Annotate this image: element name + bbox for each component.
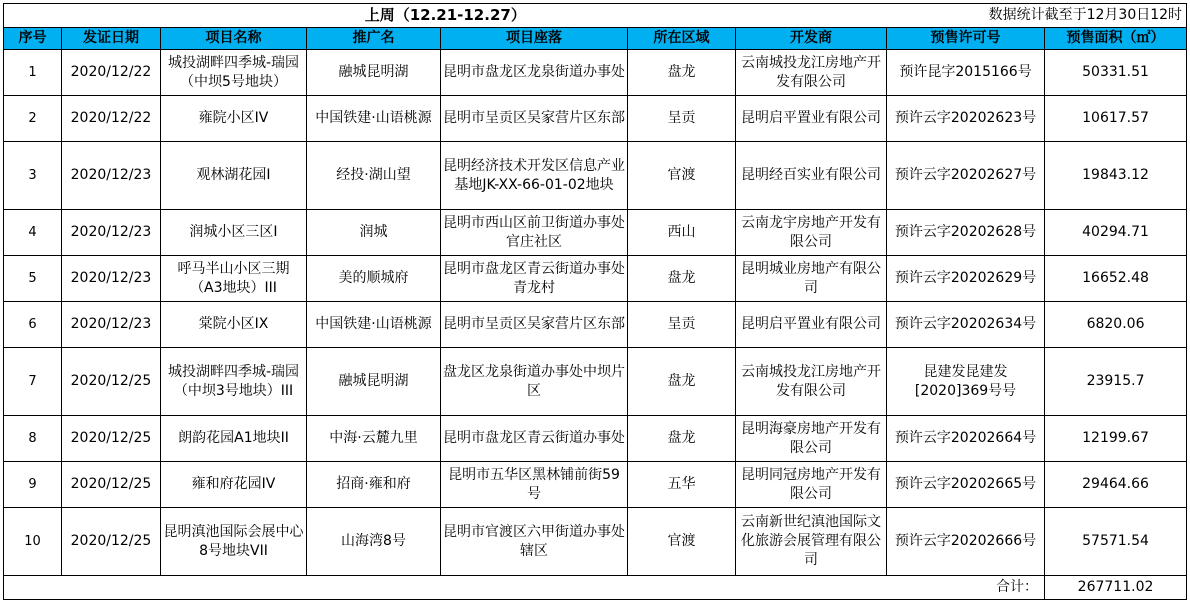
row-index: 6	[4, 302, 62, 348]
row-index: 8	[4, 416, 62, 462]
row-developer: 云南新世纪滇池国际文化旅游会展管理有限公司	[736, 508, 887, 576]
row-location: 昆明市盘龙区龙泉街道办事处	[441, 50, 628, 96]
row-district: 盘龙	[628, 50, 736, 96]
row-promo-name: 润城	[307, 210, 441, 256]
row-location: 昆明市盘龙区青云街道办事处青龙村	[441, 256, 628, 302]
row-location: 昆明市呈贡区吴家营片区东部	[441, 302, 628, 348]
row-date: 2020/12/22	[62, 50, 161, 96]
row-project-name: 润城小区三区I	[161, 210, 307, 256]
total-value: 267711.02	[1045, 576, 1187, 600]
row-developer: 昆明同冠房地产开发有限公司	[736, 462, 887, 508]
row-area: 29464.66	[1045, 462, 1187, 508]
row-area: 19843.12	[1045, 142, 1187, 210]
table-row	[4, 416, 1187, 462]
row-promo-name: 经投·湖山望	[307, 142, 441, 210]
row-date: 2020/12/25	[62, 508, 161, 576]
row-date: 2020/12/25	[62, 416, 161, 462]
row-permit: 预许云字20202665号	[887, 462, 1045, 508]
row-location: 盘龙区龙泉街道办事处中坝片区	[441, 348, 628, 416]
row-project-name: 雍和府花园IV	[161, 462, 307, 508]
row-date: 2020/12/23	[62, 256, 161, 302]
row-project-name: 棠院小区IX	[161, 302, 307, 348]
row-project-name: 朗韵花园A1地块II	[161, 416, 307, 462]
row-permit: 预许云字20202628号	[887, 210, 1045, 256]
row-permit: 预许云字20202634号	[887, 302, 1045, 348]
row-date: 2020/12/25	[62, 348, 161, 416]
row-location: 昆明市呈贡区吴家营片区东部	[441, 96, 628, 142]
row-index: 2	[4, 96, 62, 142]
header-row	[4, 28, 1187, 50]
row-permit: 预许云字20202627号	[887, 142, 1045, 210]
row-district: 呈贡	[628, 96, 736, 142]
row-area: 10617.57	[1045, 96, 1187, 142]
row-permit: 预许云字20202666号	[887, 508, 1045, 576]
total-row	[4, 576, 1187, 600]
row-area: 12199.67	[1045, 416, 1187, 462]
row-promo-name: 融城昆明湖	[307, 348, 441, 416]
table-body	[4, 50, 1187, 576]
row-developer: 昆明启平置业有限公司	[736, 96, 887, 142]
row-permit: 预许云字20202623号	[887, 96, 1045, 142]
row-location: 昆明市五华区黑林铺前街59号	[441, 462, 628, 508]
col-header-developer: 开发商	[736, 28, 887, 50]
row-developer: 昆明城业房地产有限公司	[736, 256, 887, 302]
row-promo-name: 中国铁建·山语桃源	[307, 302, 441, 348]
presale-table	[3, 3, 1187, 600]
row-project-name: 雍院小区IV	[161, 96, 307, 142]
col-header-index: 序号	[4, 28, 62, 50]
row-district: 盘龙	[628, 256, 736, 302]
row-district: 官渡	[628, 142, 736, 210]
table-row	[4, 256, 1187, 302]
row-date: 2020/12/22	[62, 96, 161, 142]
row-district: 盘龙	[628, 348, 736, 416]
row-date: 2020/12/25	[62, 462, 161, 508]
row-index: 4	[4, 210, 62, 256]
row-area: 16652.48	[1045, 256, 1187, 302]
row-project-name: 城投湖畔四季城-瑞园（中坝3号地块）III	[161, 348, 307, 416]
row-index: 5	[4, 256, 62, 302]
total-spacer	[4, 576, 887, 600]
table-row	[4, 96, 1187, 142]
row-promo-name: 融城昆明湖	[307, 50, 441, 96]
row-permit: 预许云字20202664号	[887, 416, 1045, 462]
col-header-project-name: 项目名称	[161, 28, 307, 50]
row-location: 昆明市西山区前卫街道办事处官庄社区	[441, 210, 628, 256]
row-area: 57571.54	[1045, 508, 1187, 576]
table-row	[4, 348, 1187, 416]
row-permit: 昆建发昆建发[2020]369号号	[887, 348, 1045, 416]
total-label: 合计：	[887, 576, 1045, 600]
col-header-promo-name: 推广名	[307, 28, 441, 50]
table-row	[4, 462, 1187, 508]
row-district: 西山	[628, 210, 736, 256]
row-permit: 预许云字20202629号	[887, 256, 1045, 302]
row-promo-name: 山海湾8号	[307, 508, 441, 576]
row-promo-name: 招商·雍和府	[307, 462, 441, 508]
row-date: 2020/12/23	[62, 142, 161, 210]
row-project-name: 昆明滇池国际会展中心8号地块VII	[161, 508, 307, 576]
row-location: 昆明市盘龙区青云街道办事处	[441, 416, 628, 462]
row-developer: 昆明经百实业有限公司	[736, 142, 887, 210]
row-area: 50331.51	[1045, 50, 1187, 96]
row-index: 10	[4, 508, 62, 576]
row-index: 9	[4, 462, 62, 508]
row-location: 昆明经济技术开发区信息产业基地JK-XX-66-01-02地块	[441, 142, 628, 210]
row-index: 1	[4, 50, 62, 96]
row-date: 2020/12/23	[62, 302, 161, 348]
row-location: 昆明市官渡区六甲街道办事处辖区	[441, 508, 628, 576]
report-period-title: 上周（12.21-12.27）	[4, 4, 887, 28]
col-header-permit: 预售许可号	[887, 28, 1045, 50]
row-district: 官渡	[628, 508, 736, 576]
title-row	[4, 4, 1187, 28]
table-row	[4, 142, 1187, 210]
row-district: 五华	[628, 462, 736, 508]
row-permit: 预许昆字2015166号	[887, 50, 1045, 96]
row-index: 3	[4, 142, 62, 210]
row-date: 2020/12/23	[62, 210, 161, 256]
row-project-name: 城投湖畔四季城-瑞园（中坝5号地块）	[161, 50, 307, 96]
row-promo-name: 中国铁建·山语桃源	[307, 96, 441, 142]
row-developer: 昆明启平置业有限公司	[736, 302, 887, 348]
row-developer: 昆明海豪房地产开发有限公司	[736, 416, 887, 462]
table-row	[4, 302, 1187, 348]
row-developer: 云南城投龙江房地产开发有限公司	[736, 50, 887, 96]
col-header-area: 预售面积（㎡）	[1045, 28, 1187, 50]
row-project-name: 观林湖花园I	[161, 142, 307, 210]
row-developer: 云南龙宇房地产开发有限公司	[736, 210, 887, 256]
row-promo-name: 美的顺城府	[307, 256, 441, 302]
row-area: 23915.7	[1045, 348, 1187, 416]
statistics-note: 数据统计截至于12月30日12时	[887, 4, 1187, 28]
row-district: 呈贡	[628, 302, 736, 348]
table-row	[4, 50, 1187, 96]
row-area: 40294.71	[1045, 210, 1187, 256]
table-row	[4, 210, 1187, 256]
col-header-location: 项目座落	[441, 28, 628, 50]
row-district: 盘龙	[628, 416, 736, 462]
row-project-name: 呼马半山小区三期（A3地块）III	[161, 256, 307, 302]
row-area: 6820.06	[1045, 302, 1187, 348]
col-header-date: 发证日期	[62, 28, 161, 50]
row-index: 7	[4, 348, 62, 416]
table-row	[4, 508, 1187, 576]
row-promo-name: 中海·云麓九里	[307, 416, 441, 462]
row-developer: 云南城投龙江房地产开发有限公司	[736, 348, 887, 416]
col-header-district: 所在区域	[628, 28, 736, 50]
